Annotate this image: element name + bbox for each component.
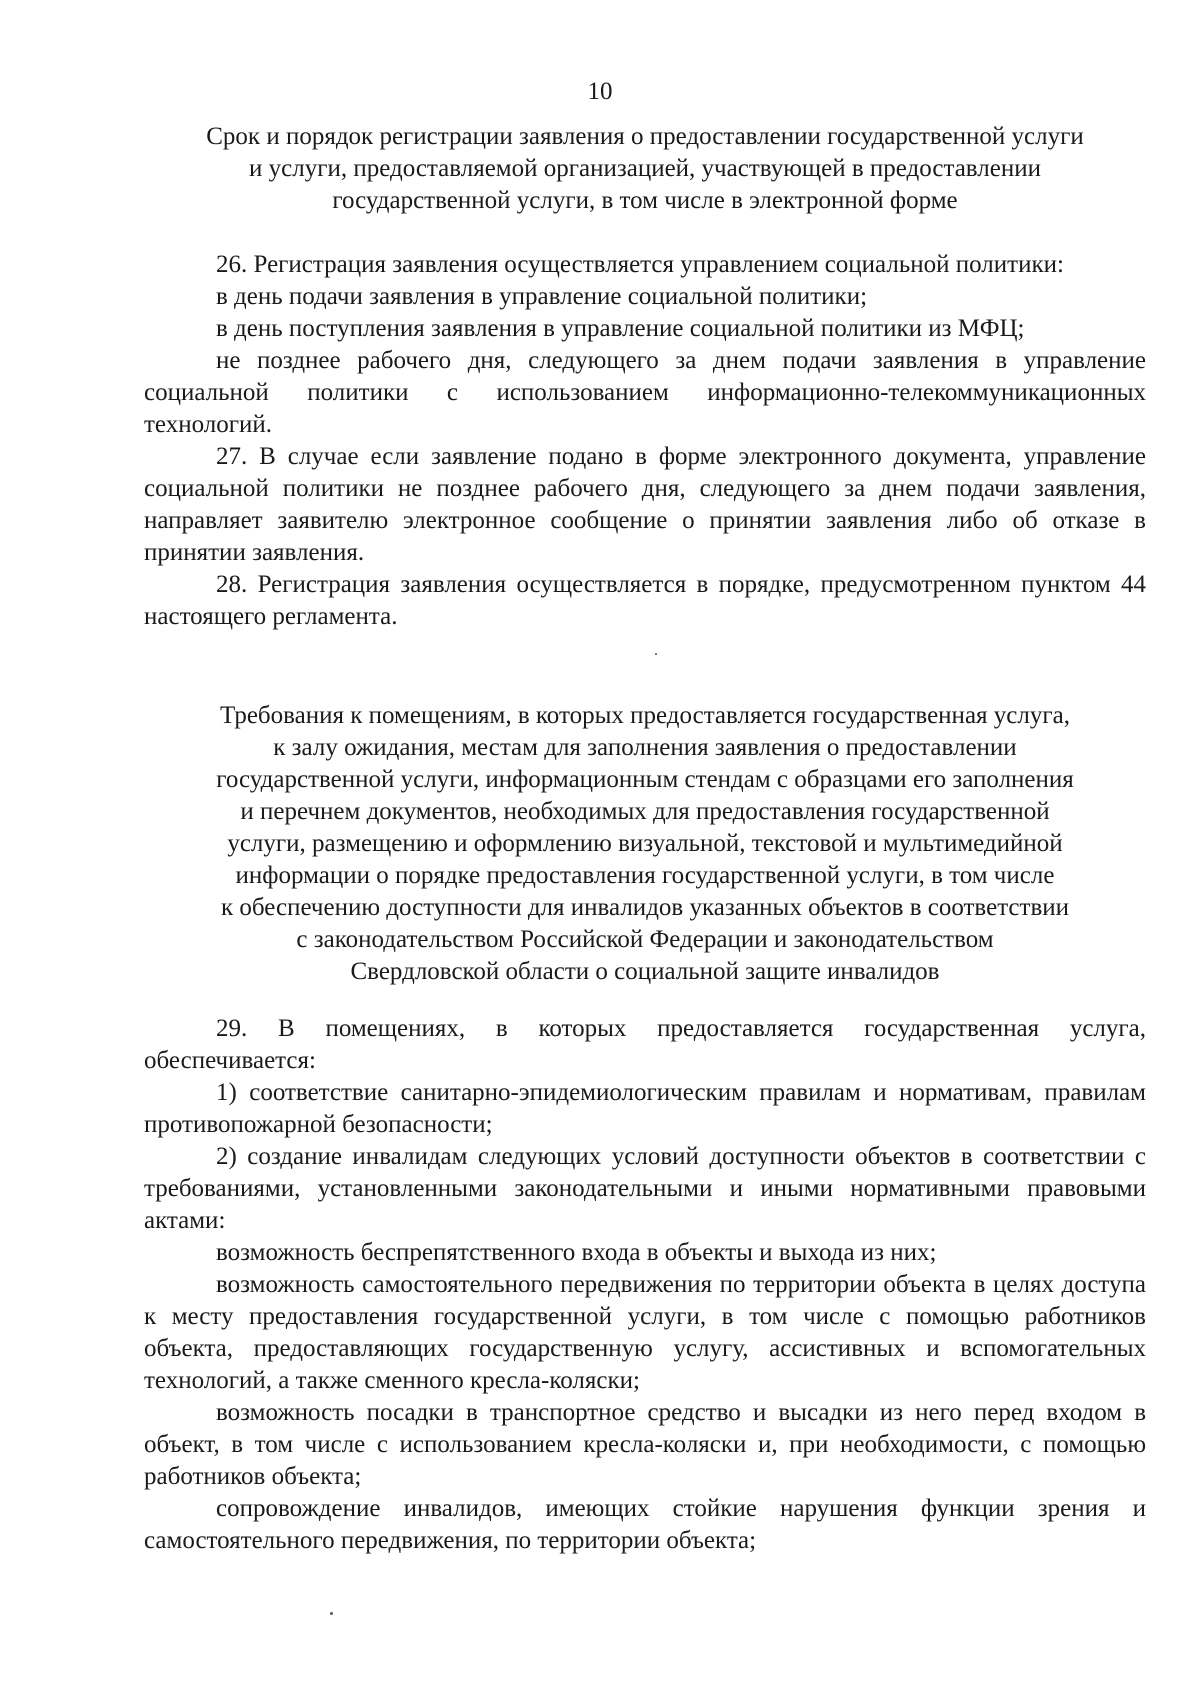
heading-line: Свердловской области о социальной защите инвалидов bbox=[350, 958, 940, 985]
paragraph-26-item-2: в день поступления заявления в управление социальной политики из МФЦ; bbox=[216, 315, 1025, 342]
heading-line: с законодательством Российской Федерации и законодательством bbox=[296, 926, 994, 953]
heading-line: услуги, размещению и оформлению визуальной, текстовой и мультимедийной bbox=[227, 830, 1063, 857]
paragraph-29-subitem-movement: возможность самостоятельного передвижения по территории объекта в целях доступа к месту предоставления государственной услуги, в том числе с помощью работников объекта, предоставляющих государственную услугу, ассистивных и вспомогательных технологий, а также сменного кресла-коляски; bbox=[144, 1271, 1146, 1394]
page-number: 10 bbox=[587, 78, 613, 105]
paragraph-28: 28. Регистрация заявления осуществляется в порядке, предусмотренном пунктом 44 настоящего регламента. bbox=[144, 571, 1146, 630]
heading-line: государственной услуги, в том числе в электронной форме bbox=[332, 187, 958, 214]
heading-line: информации о порядке предоставления государственной услуги, в том числе bbox=[235, 862, 1055, 889]
section-heading-premises bbox=[144, 700, 1146, 988]
heading-line: к обеспечению доступности для инвалидов указанных объектов в соответствии bbox=[220, 894, 1070, 921]
heading-line: Требования к помещениям, в которых предоставляется государственная услуга, bbox=[220, 702, 1070, 729]
paragraph-29-subitem-entrance: возможность беспрепятственного входа в объекты и выхода из них; bbox=[216, 1239, 937, 1266]
section-body-premises bbox=[144, 1013, 1146, 1557]
paragraph-29-item-2: 2) создание инвалидам следующих условий доступности объектов в соответствии с требованиями, установленными законодательными и иными нормативными правовыми актами: bbox=[144, 1143, 1146, 1234]
heading-line: к залу ожидания, местам для заполнения заявления о предоставлении bbox=[273, 734, 1017, 761]
heading-line: и услуги, предоставляемой организацией, участвующей в предоставлении bbox=[249, 155, 1041, 182]
heading-line: и перечнем документов, необходимых для предоставления государственной bbox=[240, 798, 1050, 825]
paragraph-29-subitem-escort: сопровождение инвалидов, имеющих стойкие нарушения функции зрения и самостоятельного передвижения, по территории объекта; bbox=[144, 1495, 1146, 1554]
paragraph-27: 27. В случае если заявление подано в форме электронного документа, управление социальной политики не позднее рабочего дня, следующего за днем подачи заявления, направляет заявителю электронное сообщение о принятии заявления либо об отказе в принятии заявления. bbox=[144, 443, 1146, 566]
section-heading-registration bbox=[144, 121, 1146, 217]
paragraph-26-item-1: в день подачи заявления в управление социальной политики; bbox=[216, 283, 868, 310]
paragraph-29: 29. В помещениях, в которых предоставляется государственная услуга, обеспечивается: bbox=[144, 1015, 1146, 1074]
section-body-registration bbox=[144, 249, 1146, 633]
heading-line: Срок и порядок регистрации заявления о предоставлении государственной услуги bbox=[206, 123, 1084, 150]
scan-speck bbox=[655, 653, 657, 655]
heading-line: государственной услуги, информационным стендам с образцами его заполнения bbox=[216, 766, 1074, 793]
scan-speck bbox=[330, 1612, 333, 1615]
paragraph-26: 26. Регистрация заявления осуществляется управлением социальной политики: bbox=[216, 251, 1064, 278]
paragraph-29-subitem-boarding: возможность посадки в транспортное средство и высадки из него перед входом в объект, в том числе с использованием кресла-коляски и, при необходимости, с помощью работников объекта; bbox=[144, 1399, 1146, 1490]
paragraph-29-item-1: 1) соответствие санитарно-эпидемиологическим правилам и нормативам, правилам противопожарной безопасности; bbox=[144, 1079, 1146, 1138]
paragraph-26-item-3: не позднее рабочего дня, следующего за днем подачи заявления в управление социальной политики с использованием информационно-телекоммуникационных технологий. bbox=[144, 347, 1146, 438]
